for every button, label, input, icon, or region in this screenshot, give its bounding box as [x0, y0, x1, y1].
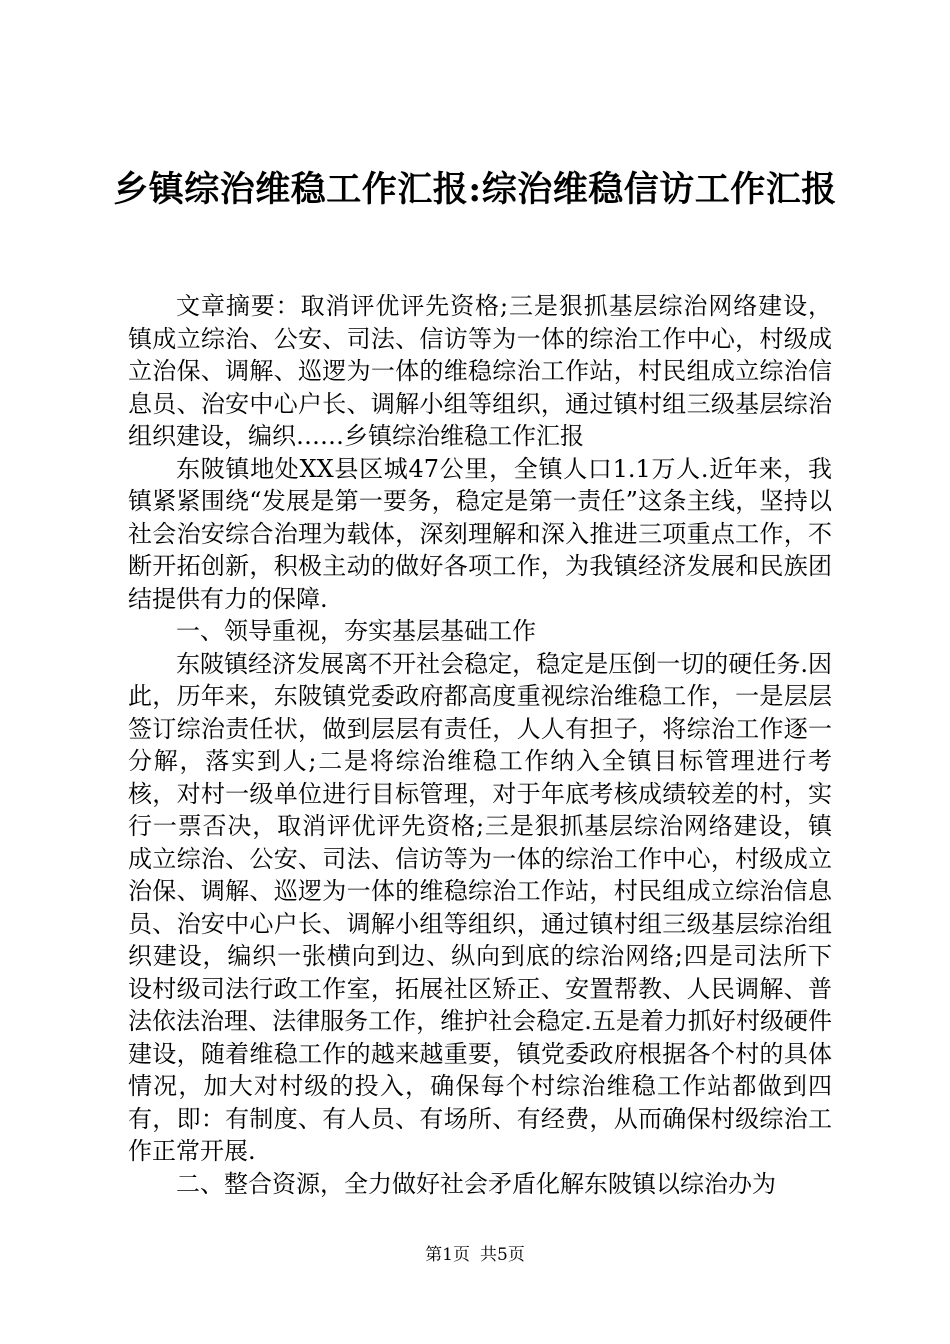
section-1-paragraph: 东陂镇经济发展离不开社会稳定，稳定是压倒一切的硬任务.因此，历年来，东陂镇党委政府都高度重视综治维稳工作，一是层层签订综治责任状，做到层层有责任，人人有担子，将综治工作逐一分解，落实到人;二是将综治维稳工作纳入全镇目标管理进行考核，对村一级单位进行目标管理，对于年底考核成绩较差的村，实行一票否决，取消评优评先资格;三是狠抓基层综治网络建设，镇成立综治、公安、司法、信访等为一体的综治工作中心，村级成立治保、调解、巡逻为一体的维稳综治工作站，村民组成立综治信息员、治安中心户长、调解小组等组织，通过镇村组三级基层综治组织建设，编织一张横向到边、纵向到底的综治网络;四是司法所下设村级司法行政工作室，拓展社区矫正、安置帮教、人民调解、普法依法治理、法律服务工作，维护社会稳定.五是着力抓好村级硬件建设，随着维稳工作的越来越重要，镇党委政府根据各个村的具体情况，加大对村级的投入，确保每个村综治维稳工作站都做到四有，即：有制度、有人员、有场所、有经费，从而确保村级综治工作正常开展. [128, 649, 832, 1165]
document-title: 乡镇综治维稳工作汇报:综治维稳信访工作汇报 [113, 169, 837, 210]
page-number: 第1页 [425, 1245, 470, 1265]
page-footer [0, 1243, 950, 1267]
intro-paragraph: 东陂镇地处XX县区城47公里，全镇人口1.1万人.近年来，我镇紧紧围绕“发展是第一要务，稳定是第一责任”这条主线，坚持以社会治安综合治理为载体，深刻理解和深入推进三项重点工作，不断开拓创新，积极主动的做好各项工作，为我镇经济发展和民族团结提供有力的保障. [128, 454, 832, 613]
section-heading-2: 二、整合资源，全力做好社会矛盾化解东陂镇以综治办为 [176, 1169, 776, 1198]
section-heading-1: 一、领导重视，夯实基层基础工作 [176, 617, 536, 645]
document-body [128, 290, 832, 1200]
page-total: 共5页 [480, 1245, 525, 1265]
abstract-paragraph: 文章摘要：取消评优评先资格;三是狠抓基层综治网络建设，镇成立综治、公安、司法、信访等为一体的综治工作中心，村级成立治保、调解、巡逻为一体的维稳综治工作站，村民组成立综治信息员、治安中心户长、调解小组等组织，通过镇村组三级基层综治组织建设，编织……乡镇综治维稳工作汇报 [128, 292, 832, 450]
